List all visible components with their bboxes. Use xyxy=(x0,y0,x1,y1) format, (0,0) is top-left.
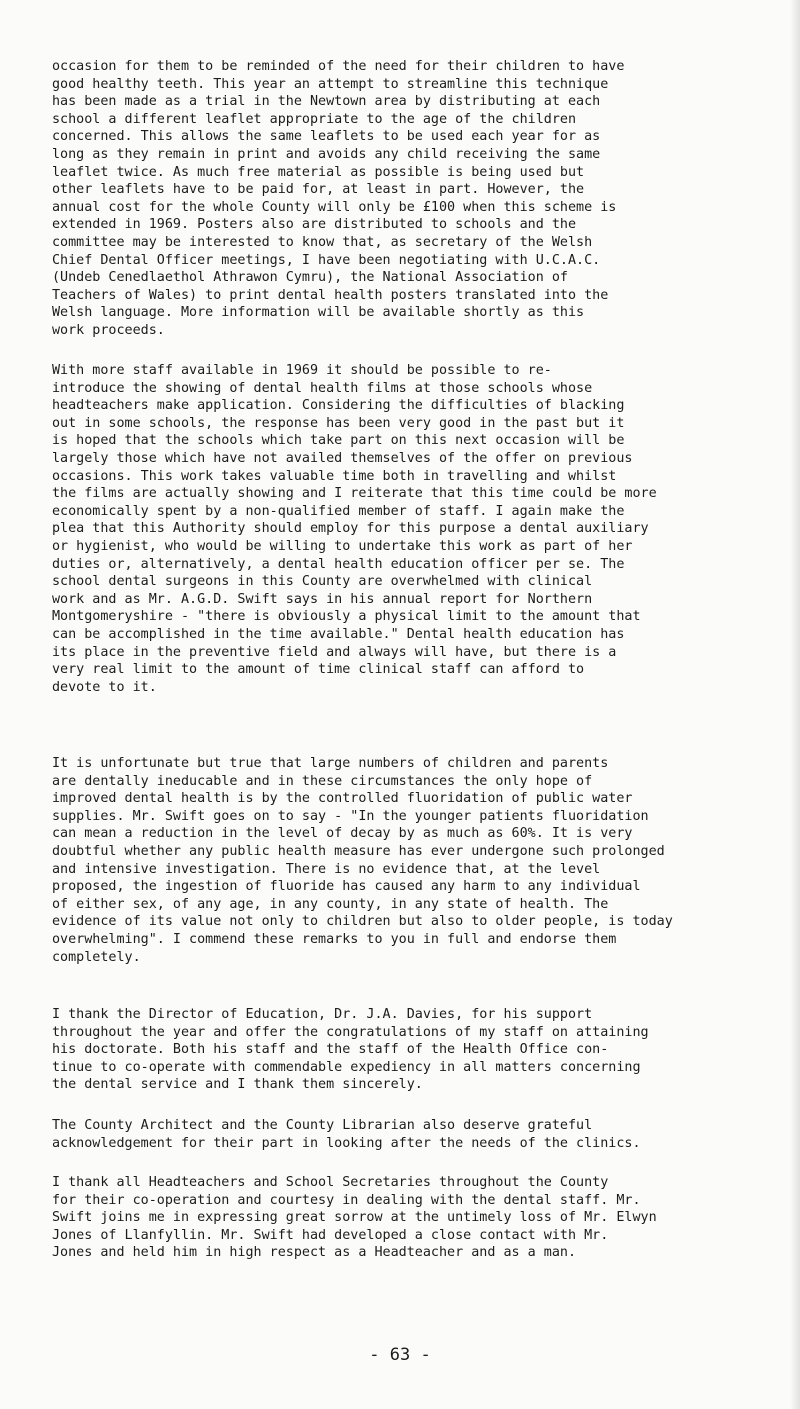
body-text xyxy=(52,58,772,340)
paragraph-fluoridation: It is unfortunate but true that large numbers of children and parents are dentally ineducable and in these circumstances the only hope of improved dental health is by the controlled fluoridation of public water supplies. Mr. Swift goes on to say - "In the younger patients fluoridation can mean a reduction in the level of decay by as much as 60%. It is very doubtful whether any public health measure has ever undergone such prolonged and intensive investigation. There is no evidence that, at the level proposed, the ingestion of fluoride has caused any harm to any individual of either sex, of any age, in any county, in any state of health. The evidence of its value not only to children but also to older people, is today overwhelming". I commend these remarks to you in full and endorse them completely. xyxy=(52,756,673,965)
body-text xyxy=(52,1006,772,1094)
body-text xyxy=(52,755,772,966)
body-text xyxy=(52,362,772,696)
paragraph-thanks-director: I thank the Director of Education, Dr. J.A. Davies, for his support throughout the year and offer the congratulations of my staff on attaining his doctorate. Both his staff and the staff of the Health Office con- tinue to co-operate with commendable expediency in all matters concerning the dental service and I thank them sincerely. xyxy=(52,1007,649,1093)
page-number: - 63 - xyxy=(369,1345,431,1365)
body-text xyxy=(52,1174,772,1262)
body-text xyxy=(52,1117,772,1152)
paragraph-dental-health-films: With more staff available in 1969 it should be possible to re- introduce the showing of dental health films at those schools whose headteachers make application. Considering the difficulties of blacking out in some schools, the response has been very good in the past but it is hoped that the schools which take part on this next occasion will be largely those which have not availed themselves of the offer on previous occasions. This work takes valuable time both in travelling and whilst the films are actually showing and I reiterate that this time could be more economically spent by a non-qualified member of staff. I again make the plea that this Authority should employ for this purpose a dental auxiliary or hygienist, who would be willing to undertake this work as part of her duties or, alternatively, a dental health education officer per se. The school dental surgeons in this County are overwhelmed with clinical work and as Mr. A.G.D. Swift says in his annual report for Northern Montgomeryshire - "there is obviously a physical limit to the amount that can be accomplished in the time available." Dental health education has its place in the preventive field and always will have, but there is a very real limit to the amount of time clinical staff can afford to devote to it. xyxy=(52,363,657,695)
paragraph-architect-librarian: The County Architect and the County Librarian also deserve grateful acknowledgement for their part in looking after the needs of the clinics. xyxy=(52,1118,641,1151)
page-edge-shadow xyxy=(790,0,800,1409)
paragraph-thanks-headteachers: I thank all Headteachers and School Secretaries throughout the County for their co-operation and courtesy in dealing with the dental staff. Mr. Swift joins me in expressing great sorrow at the untimely loss of Mr. Elwyn Jones of Llanfyllin. Mr. Swift had developed a close contact with Mr. Jones and held him in high respect as a Headteacher and as a man. xyxy=(52,1175,657,1261)
paragraph-health-education-leaflets: occasion for them to be reminded of the need for their children to have good healthy teeth. This year an attempt to streamline this technique has been made as a trial in the Newtown area by distributing at each school a different leaflet appropriate to the age of the children concerned. This allows the same leaflets to be used each year for as long as they remain in print and avoids any child receiving the same leaflet twice. As much free material as possible is being used but other leaflets have to be paid for, at least in part. However, the annual cost for the whole County will only be £100 when this scheme is extended in 1969. Posters also are distributed to schools and the committee may be interested to know that, as secretary of the Welsh Chief Dental Officer meetings, I have been negotiating with U.C.A.C. (Undeb Cenedlaethol Athrawon Cymru), the National Association of Teachers of Wales) to print dental health posters translated into the Welsh language. More information will be available shortly as this work proceeds. xyxy=(52,59,625,338)
